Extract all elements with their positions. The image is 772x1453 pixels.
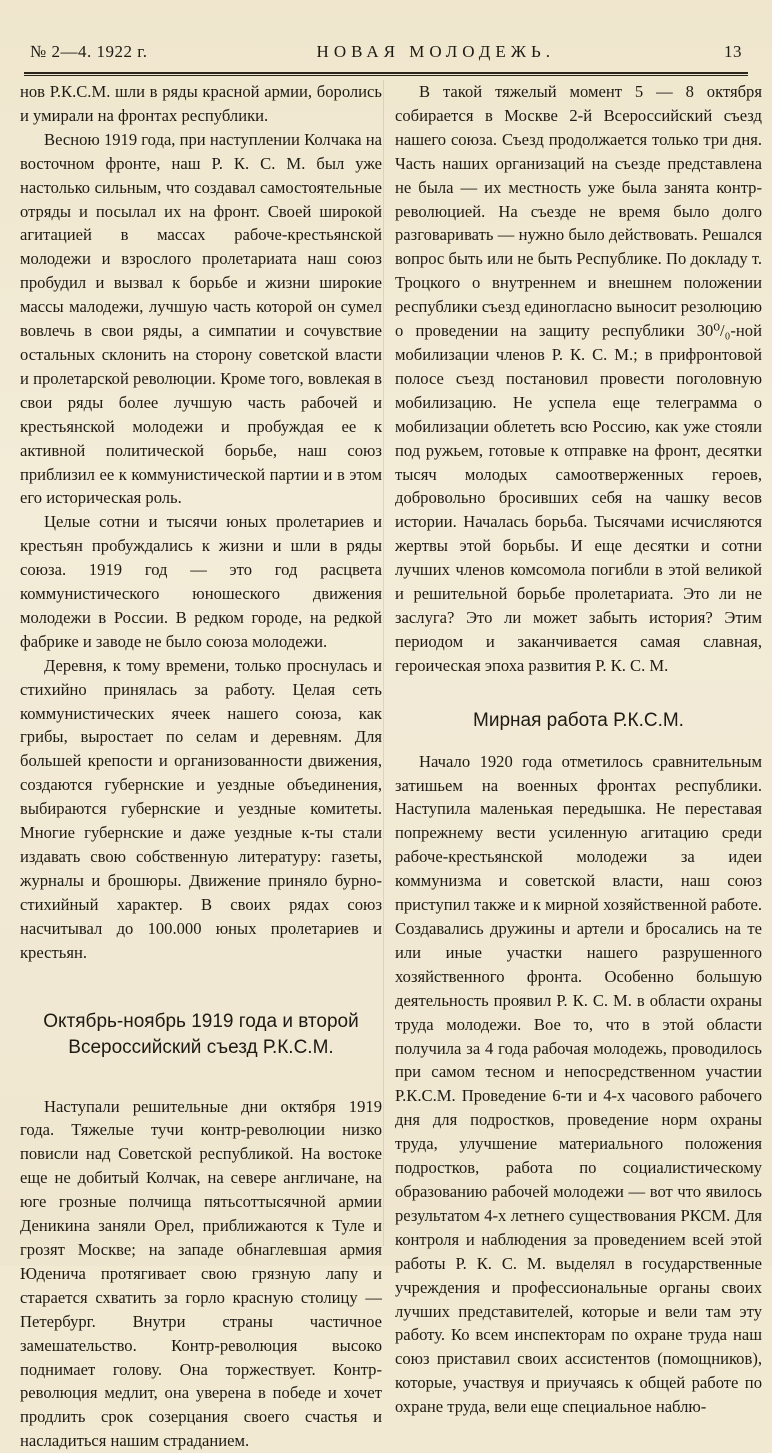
page-header bbox=[30, 42, 742, 70]
right-column bbox=[395, 80, 762, 1419]
paragraph: Начало 1920 года отметилось сравнительным затишьем на военных фронтах республики. Наступила маленькая передышка. Не переставая попрежнему вести усиленную агитацию среди рабоче-крестьянской молодежи за идеи коммунизма и советской власти, наш союз приступил также и к мирной хозяйственной работе. Создавались дружины и артели и бросались на те или иные участки нашего разрушенного хозяйственного фронта. Особенно большую деятельность проявил Р. К. С. М. в области охраны труда молодежи. Вое то, что в этой области получила за 4 года рабочая молодежь, проводилось при самом тесном и непосредственном участии Р.К.С.М. Проведение 6-ти и 4-х часового рабочего дня для подростков, проведение норм охраны труда, улучшение материального положения подростков, работа по социалистическому образованию рабочей молодежи — вот что явилось результатом 4-х летнего существования РКСМ. Для контроля и наблюдения за проведением всей этой работы Р. К. С. М. выделял в государственные учреждения и профессиональные органы своих лучших представителей, которые и вели там эту работу. Ко всем инспекторам по охране труда наш союз приставил своих ассистентов (помощников), которые, участвуя и приучаясь к общей работе по охране труда, вели еще специальное наблю- bbox=[395, 751, 762, 1417]
paragraph: Целые сотни и тысячи юных пролетариев и крестьян пробуждались к жизни и шли в ряды союза. 1919 год — это год расцвета коммунистического юношеского движения молодежи в России. В редком городе, на редкой фабрике и заводе не было союза молодежи. bbox=[20, 512, 382, 651]
page-number: 13 bbox=[723, 42, 742, 61]
issue-number: № 2—4. 1922 г. bbox=[30, 42, 148, 61]
left-column bbox=[20, 80, 382, 1453]
paragraph: Весною 1919 года, при наступлении Колчака на восточном фронте, наш Р. К. С. М. был уже настолько сильным, что создавал самостоятельные отряды и посылал их на фронт. Своей широкой агитацией в массах рабоче-крестьянской молодежи и взрослого пролетариата наш союз пробудил и вызвал к борьбе и жизни широкие массы малодежи, лучшую часть которой он сумел вовлечь в свои ряды, а симпатии и сочувствие остальных склонить на сторону советской власти и пролетарской революции. Кроме того, вовлекая в свои ряды более лучшую часть рабочей и крестьянской молодежи и пробуждая ее к активной политической борьбе, наш союз приблизил ее к коммунистической партии и в этом его историческая роль. bbox=[20, 129, 382, 508]
header-rule bbox=[24, 72, 748, 74]
paragraph: Деревня, к тому времени, только проснулась и стихийно принялась за работу. Целая сеть коммунистических ячеек нашего союза, как грибы, выростает по селам и деревням. Для большей крепости и организованности движения, создаются губернские и уездные объединения, выбираются губернские и уездные комитеты. Многие губернские и даже уездные к-ты стали издавать свою собственную литературу: газеты, журналы и брошюры. Движение приняло бурно-стихийный характер. В своих рядах союз насчитывал до 100.000 юных пролетариев и крестьян. bbox=[20, 655, 382, 962]
section-heading: Мирная работа Р.К.С.М. bbox=[473, 709, 684, 731]
section-heading: Октябрь-ноябрь 1919 года и второй Всероссийский съезд Р.К.С.М. bbox=[43, 1010, 359, 1058]
paragraph: нов Р.К.С.М. шли в ряды красной армии, боролись и умирали на фронтах республики. bbox=[20, 82, 382, 125]
paragraph: Наступали решительные дни октября 1919 года. Тяжелые тучи контр-революции низко повисли над Советской республикой. На востоке еще не добитый Колчак, на севере англичане, на юге грозные полчища пятьсоттысячной армии Деникина заняли Орел, приближаются к Туле и грозят Москве; на западе обнаглевшая армия Юденича протягивает свою грязную лапу и старается схватить за горло красную столицу — Петербург. Внутри страны частичное замешательство. Контр-революция высоко поднимает голову. Она торжествует. Контр-революция медлит, она уверена в победе и хочет продлить срок созерцания своего счастья и насладиться нашим страданием. bbox=[20, 1096, 382, 1451]
paragraph: В такой тяжелый момент 5 — 8 октября собирается в Москве 2-й Всероссийский съезд нашего союза. Съезд продолжается только три дня. Часть наших организаций на съезде представлена не была — их местность уже была занята контр-революцией. На съезде не время было долго разговаривать — нужно было действовать. Решался вопрос быть или не быть Республике. По докладу т. Троцкого о внутреннем и внешнем положении республики съезд единогласно выносит резолюцию о проведении на защиту республики 30⁰/₀-ной мобилизации членов Р. К. С. М.; в прифронтовой полосе съезд постановил провести поголовную мобилизацию. Не успела еще телеграмма о мобилизации облететь всю Россию, как уже стояли под ружьем, готовые к отправке на фронт, десятки тысяч молодых самоотверженных героев, добровольно бросивших себя на чашку весов истории. Началась борьба. Тысячами исчисляются жертвы этой борьбы. И еще десятки и сотни лучших членов комсомола погибли в этой великой и решительной борьбе пролетариата. Это ли не заслуга? Это ли может забыть история? Этим периодом и заканчивается самая славная, героическая эпоха развития Р. К. С. М. bbox=[395, 82, 762, 675]
header-rule-thin bbox=[24, 75, 748, 76]
publication-title: НОВАЯ МОЛОДЕЖЬ. bbox=[316, 42, 555, 61]
column-divider bbox=[383, 80, 384, 1246]
